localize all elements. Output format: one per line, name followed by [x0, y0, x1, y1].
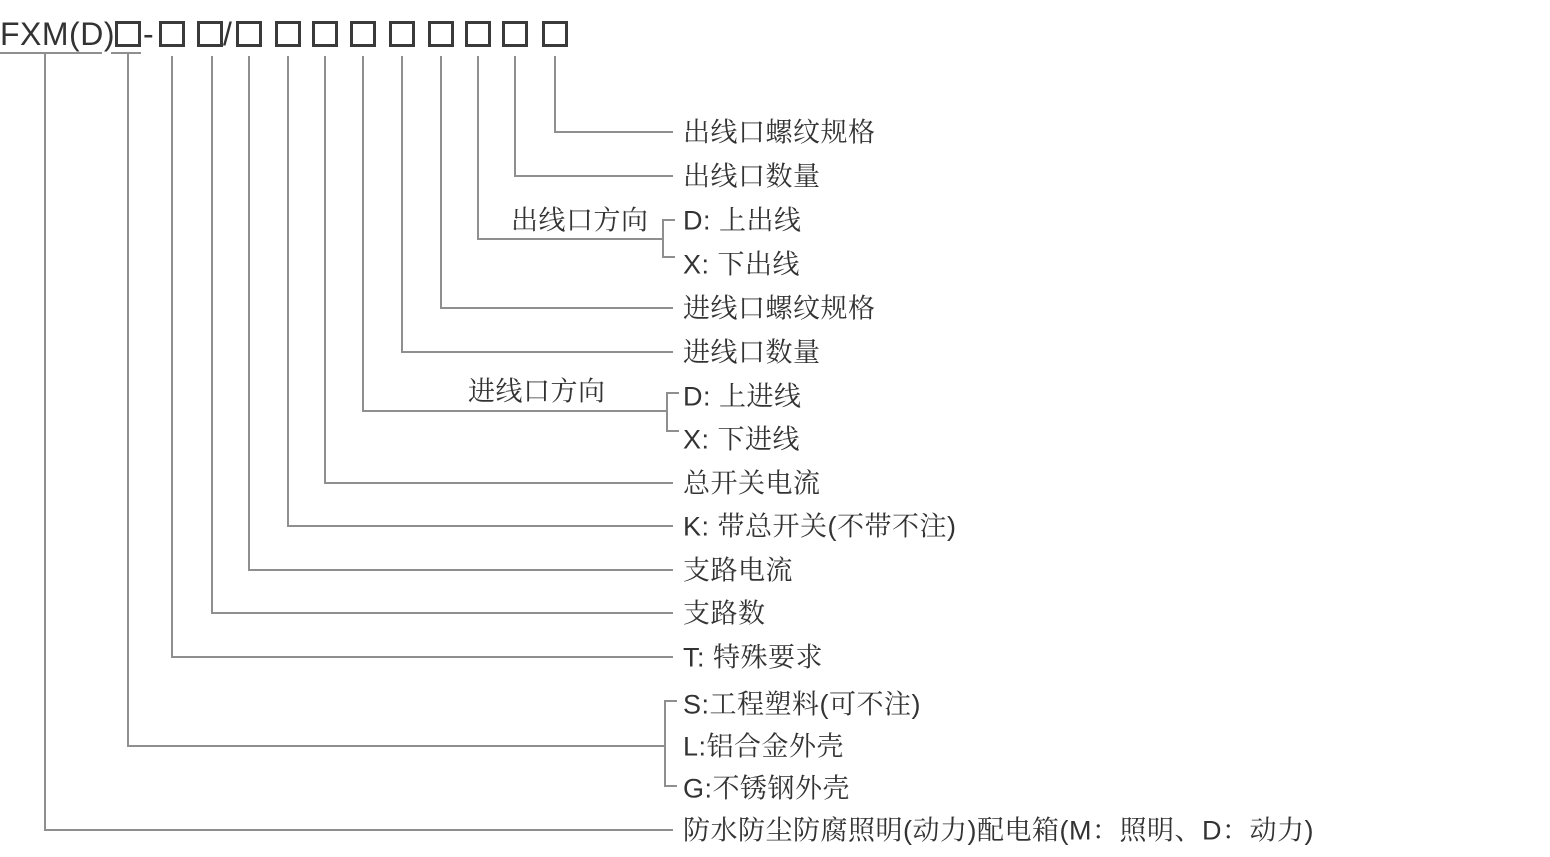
slash-separator: / — [223, 16, 232, 52]
label-inlet-direction-down: X: 下进线 — [683, 424, 801, 455]
dash-separator: - — [143, 16, 154, 52]
label-outlet-direction-down: X: 下出线 — [683, 249, 801, 280]
drop-line-outlet-count — [514, 56, 516, 177]
lead-line-inlet-direction — [362, 410, 667, 412]
lead-line-outlet-thread — [554, 131, 673, 133]
code-box-12 — [542, 21, 568, 47]
code-box-9 — [428, 21, 454, 47]
label-inlet-count: 进线口数量 — [683, 337, 821, 368]
box1-underline — [111, 52, 141, 54]
code-box-5 — [275, 21, 301, 47]
drop-line-branch-count — [211, 56, 213, 614]
label-branch-current: 支路电流 — [683, 555, 793, 586]
drop-line-inlet-thread — [440, 56, 442, 309]
label-branch-count: 支路数 — [683, 598, 766, 629]
label-outlet-count: 出线口数量 — [683, 161, 821, 192]
lead-line-main-switch — [287, 525, 673, 527]
drop-line-material — [127, 54, 129, 747]
code-box-1 — [115, 21, 141, 47]
drop-line-inlet-count — [401, 56, 403, 353]
drop-line-special-requirement — [171, 56, 173, 658]
label-special-requirement: T: 特殊要求 — [683, 642, 824, 673]
label-outlet-direction: 出线口方向 — [511, 205, 649, 236]
code-box-6 — [312, 21, 338, 47]
label-inlet-direction-up: D: 上进线 — [683, 381, 802, 412]
lead-line-inlet-count — [401, 351, 673, 353]
lead-line-inlet-thread — [440, 307, 673, 309]
material-bracket — [664, 700, 677, 787]
code-box-11 — [502, 21, 528, 47]
label-outlet-direction-up: D: 上出线 — [683, 205, 802, 236]
lead-line-main-switch-current — [324, 482, 673, 484]
lead-line-outlet-direction — [477, 238, 663, 240]
prefix-underline — [0, 52, 102, 54]
label-main-switch: K: 带总开关(不带不注) — [683, 511, 957, 542]
lead-line-special-requirement — [171, 656, 673, 658]
drop-line-outlet-direction — [477, 56, 479, 240]
code-box-3 — [197, 21, 223, 47]
drop-line-branch-current — [248, 56, 250, 571]
label-material-plastic: S:工程塑料(可不注) — [683, 689, 921, 720]
lead-line-outlet-count — [514, 175, 673, 177]
lead-line-product — [44, 829, 673, 831]
code-box-2 — [159, 21, 185, 47]
inlet-direction-bracket — [666, 392, 679, 432]
label-inlet-thread-spec: 进线口螺纹规格 — [683, 293, 876, 324]
label-main-switch-current: 总开关电流 — [683, 468, 821, 499]
code-box-8 — [389, 21, 415, 47]
drop-line-main-switch — [287, 56, 289, 527]
code-box-4 — [236, 21, 262, 47]
lead-line-branch-current — [248, 569, 673, 571]
label-inlet-direction: 进线口方向 — [468, 376, 606, 407]
drop-line-main-switch-current — [324, 56, 326, 484]
label-material-stainless: G:不锈钢外壳 — [683, 773, 851, 804]
code-box-7 — [350, 21, 376, 47]
label-outlet-thread-spec: 出线口螺纹规格 — [683, 117, 876, 148]
lead-line-branch-count — [211, 612, 673, 614]
model-prefix: FXM(D) — [0, 16, 115, 52]
label-product-name: 防水防尘防腐照明(动力)配电箱(M：照明、D：动力) — [683, 815, 1314, 846]
label-material-aluminum: L:铝合金外壳 — [683, 731, 845, 762]
drop-line-outlet-thread — [554, 56, 556, 133]
lead-line-material — [127, 745, 665, 747]
outlet-direction-bracket — [662, 219, 675, 258]
code-box-10 — [465, 21, 491, 47]
drop-line-product — [44, 54, 46, 831]
drop-line-inlet-direction — [362, 56, 364, 412]
